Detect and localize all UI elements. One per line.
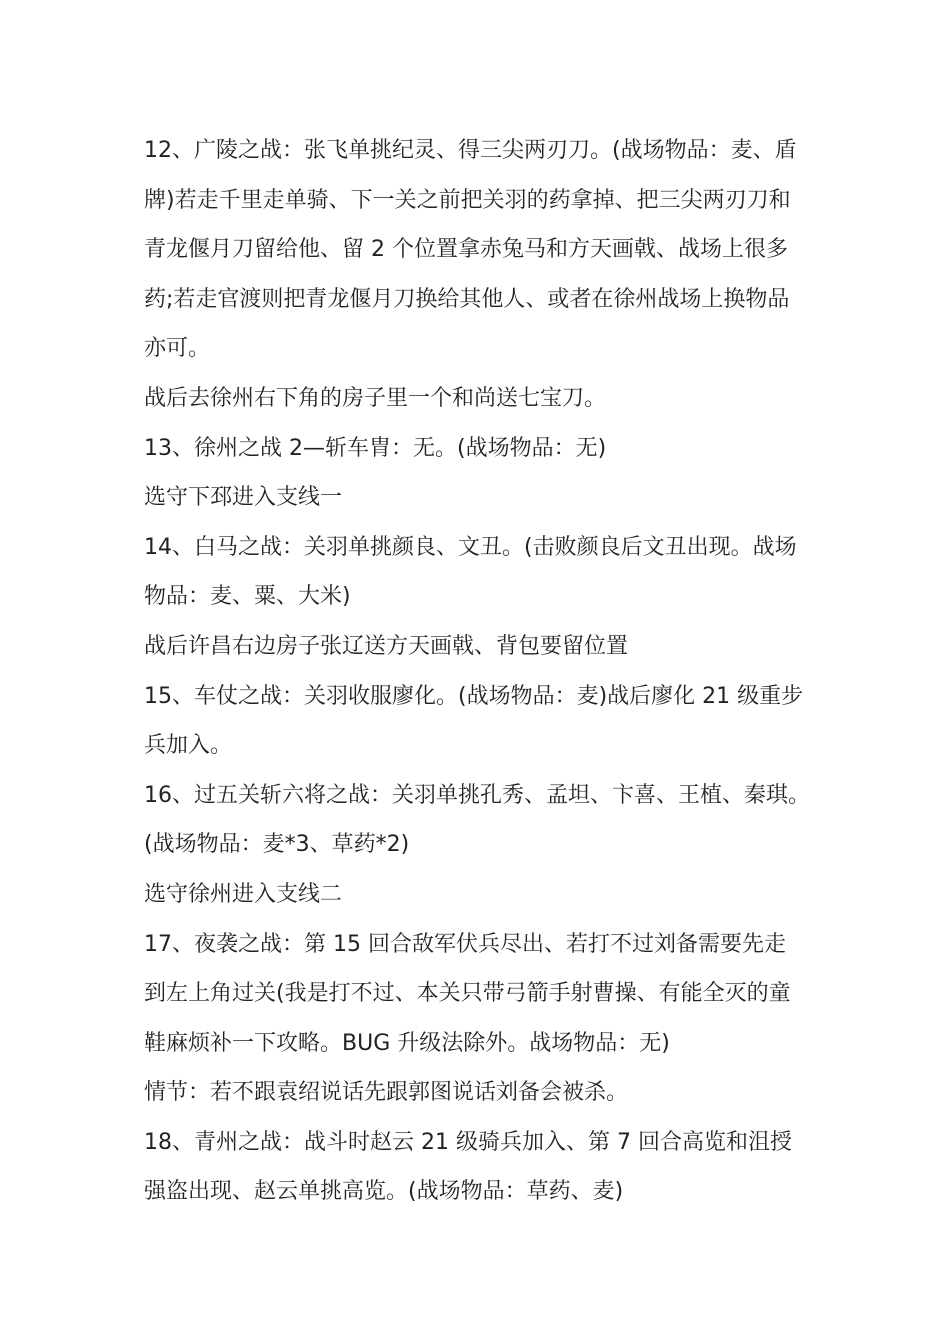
text-line: 战后许昌右边房子张辽送方天画戟、背包要留位置 xyxy=(144,633,629,659)
text-line: 13、徐州之战 2—斩车胄：无。(战场物品：无) xyxy=(144,435,607,461)
text-line: 17、夜袭之战：第 15 回合敌军伏兵尽出、若打不过刘备需要先走 xyxy=(144,931,786,957)
text-line: (战场物品：麦*3、草药*2) xyxy=(144,832,410,858)
text-line: 青龙偃月刀留给他、留 2 个位置拿赤兔马和方天画戟、战场上很多 xyxy=(144,237,788,263)
text-line: 牌)若走千里走单骑、下一关之前把关羽的药拿掉、把三尖两刃刀和 xyxy=(144,187,791,213)
text-line: 强盗出现、赵云单挑高览。(战场物品：草药、麦) xyxy=(144,1179,624,1205)
text-line: 选守徐州进入支线二 xyxy=(144,881,343,907)
text-line: 18、青州之战：战斗时赵云 21 级骑兵加入、第 7 回合高览和沮授 xyxy=(144,1129,792,1155)
document-body xyxy=(144,126,824,1217)
text-line: 选守下邳进入支线一 xyxy=(144,485,343,511)
text-line: 15、车仗之战：关羽收服廖化。(战场物品：麦)战后廖化 21 级重步 xyxy=(144,683,804,709)
text-line: 兵加入。 xyxy=(144,733,233,759)
text-line: 情节：若不跟袁绍说话先跟郭图说话刘备会被杀。 xyxy=(144,1080,629,1106)
text-line: 到左上角过关(我是打不过、本关只带弓箭手射曹操、有能全灭的童 xyxy=(144,981,791,1007)
text-line: 16、过五关斩六将之战：关羽单挑孔秀、孟坦、卞喜、王植、秦琪。 xyxy=(144,782,810,808)
text-line: 战后去徐州右下角的房子里一个和尚送七宝刀。 xyxy=(144,385,607,411)
text-line: 鞋麻烦补一下攻略。BUG 升级法除外。战场物品：无) xyxy=(144,1030,670,1056)
text-line: 12、广陵之战：张飞单挑纪灵、得三尖两刃刀。(战场物品：麦、盾 xyxy=(144,138,797,163)
text-line: 14、白马之战：关羽单挑颜良、文丑。(击败颜良后文丑出现。战场 xyxy=(144,534,797,560)
text-line: 药;若走官渡则把青龙偃月刀换给其他人、或者在徐州战场上换物品 xyxy=(144,286,790,312)
text-line: 亦可。 xyxy=(144,336,211,362)
text-line: 物品：麦、粟、大米) xyxy=(144,584,351,610)
